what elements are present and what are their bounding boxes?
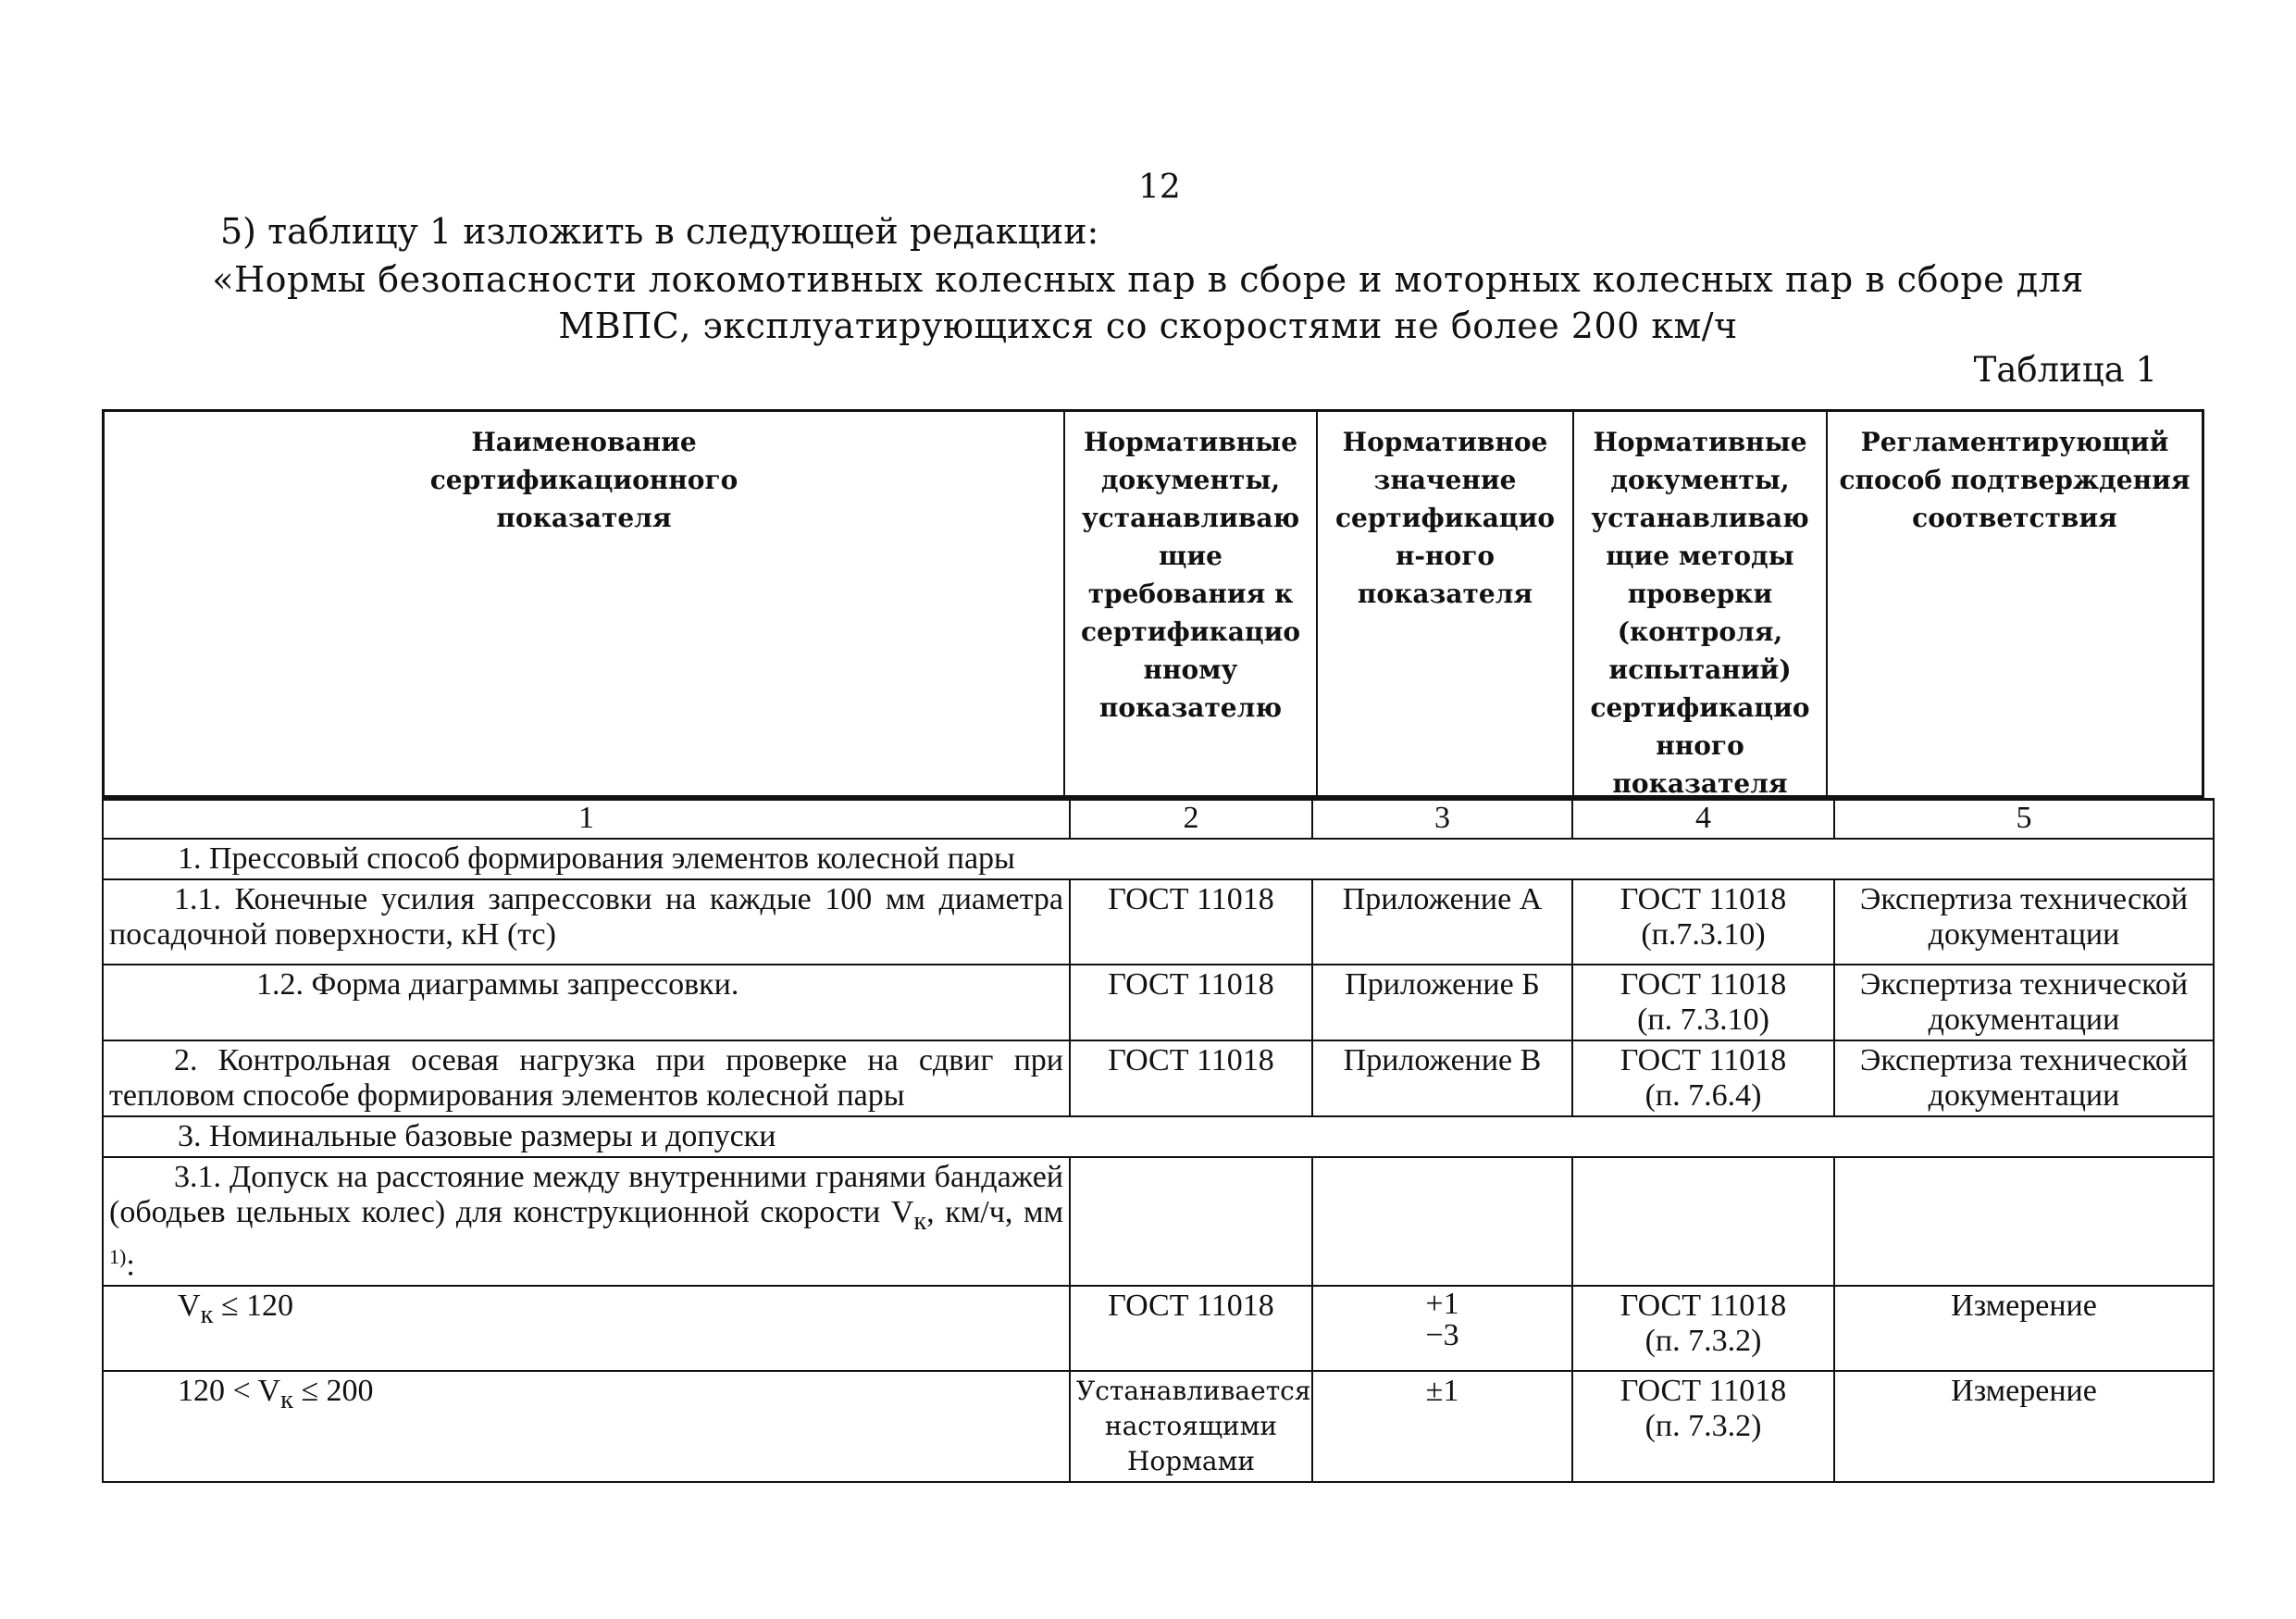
method-line: ГОСТ 11018 — [1620, 1374, 1787, 1409]
speed-subscript: к — [200, 1300, 214, 1329]
header-line: соответствия — [1912, 503, 2117, 533]
header-line: документы, — [1610, 465, 1790, 495]
header-line: сертификацио — [1334, 503, 1556, 533]
header-line: щие методы — [1606, 541, 1794, 571]
header-line: нному — [1143, 654, 1238, 685]
method-line: ГОСТ 11018 — [1620, 1043, 1787, 1077]
test-method — [1572, 1371, 1834, 1482]
empty-cell — [1572, 1157, 1834, 1286]
normative-doc: ГОСТ 11018 — [1070, 1040, 1312, 1116]
indicator-name — [103, 1157, 1070, 1286]
empty-cell — [1834, 1157, 2214, 1286]
colon: : — [126, 1248, 135, 1283]
confirmation-method: Экспертиза технической документации — [1834, 965, 2214, 1040]
norms-table — [102, 798, 2215, 1483]
test-method — [1572, 879, 1834, 965]
header-line: устанавливаю — [1591, 503, 1809, 533]
indicator-name: 2. Контрольная осевая нагрузка при проверке на сдвиг при тепловом способе формирования элементов колесной пары — [103, 1040, 1070, 1116]
speed-range: ≤ 120 — [213, 1289, 293, 1324]
speed-symbol: V — [890, 1195, 914, 1229]
tolerance: ±1 — [1312, 1371, 1572, 1482]
table-title-line-1: «Нормы безопасности локомотивных колесных пар в сборе и моторных колесных пар в сборе для — [212, 259, 2084, 300]
table-row — [103, 1040, 2214, 1116]
header-line: требования к — [1087, 579, 1294, 609]
header-col-docs — [1065, 412, 1318, 795]
header-line: Регламентирующий — [1860, 427, 2169, 457]
header-line: Нормативные — [1083, 427, 1298, 457]
table-row — [103, 879, 2214, 965]
section-row — [103, 1116, 2214, 1157]
method-line: ГОСТ 11018 — [1620, 882, 1787, 916]
indicator-name: 1.2. Форма диаграммы запрессовки. — [103, 965, 1070, 1040]
normative-doc: Устанавливается настоящими Нормами — [1070, 1371, 1312, 1482]
header-line: устанавливаю — [1081, 503, 1300, 533]
speed-symbol: V — [178, 1289, 201, 1324]
method-line: ГОСТ 11018 — [1620, 1289, 1787, 1324]
footnote-ref: 1) — [109, 1244, 127, 1268]
column-number: 5 — [1834, 800, 2214, 840]
header-line: показателя — [1612, 768, 1788, 795]
confirmation-method: Измерение — [1834, 1371, 2214, 1482]
header-line: н-ного — [1395, 541, 1496, 571]
normative-doc: ГОСТ 11018 — [1070, 879, 1312, 965]
header-col-methods — [1574, 412, 1828, 795]
header-line: Нормативное — [1342, 427, 1548, 457]
column-number: 3 — [1312, 800, 1572, 840]
section-title: 3. Номинальные базовые размеры и допуски — [103, 1116, 2214, 1157]
header-line: показателю — [1098, 692, 1283, 723]
method-line: (п. 7.3.2) — [1644, 1409, 1762, 1444]
page-number: 12 — [1138, 168, 1181, 206]
header-line: сертификацио — [1590, 692, 1810, 723]
column-number: 1 — [103, 800, 1070, 840]
header-col-name — [105, 412, 1065, 795]
section-row — [103, 839, 2214, 879]
table-row — [103, 1371, 2214, 1482]
speed-range-prefix: 120 < V — [178, 1374, 281, 1409]
indicator-text: 3.1. Допуск на расстояние между внутренними гранями бандажей (ободьев цельных колес) для конструкционной скорости — [109, 1160, 1063, 1229]
table-row — [103, 965, 2214, 1040]
header-line: значение — [1373, 465, 1517, 495]
method-line: (п.7.3.10) — [1641, 917, 1766, 952]
header-table — [102, 409, 2204, 798]
table-title-line-2: МВПС, эксплуатирующихся со скоростями не более 200 км/ч — [558, 305, 1738, 346]
header-line: документы, — [1100, 465, 1281, 495]
method-line: (п. 7.3.2) — [1644, 1324, 1762, 1359]
method-line: (п. 7.6.4) — [1644, 1078, 1762, 1113]
column-number: 2 — [1070, 800, 1312, 840]
table-label: Таблица 1 — [1973, 350, 2157, 390]
header-line: Наименование — [471, 427, 697, 457]
column-numbers-row — [103, 800, 2214, 840]
method-line: ГОСТ 11018 — [1620, 967, 1787, 1002]
header-line: сертификацио — [1080, 616, 1301, 647]
column-number: 4 — [1572, 800, 1834, 840]
tolerance-plus: +1 — [1425, 1287, 1459, 1322]
table-row — [103, 1157, 2214, 1286]
header-line: показателя — [496, 503, 672, 533]
header-line: нного — [1656, 730, 1744, 761]
normative-value: Приложение Б — [1312, 965, 1572, 1040]
header-col-confirmation — [1828, 412, 2202, 795]
empty-cell — [1312, 1157, 1572, 1286]
speed-range: ≤ 200 — [292, 1374, 374, 1409]
empty-cell — [1070, 1157, 1312, 1286]
header-line: (контроля, — [1617, 616, 1783, 647]
table-row — [103, 1286, 2214, 1371]
tolerance-minus: −3 — [1425, 1318, 1459, 1353]
speed-subscript: к — [913, 1206, 927, 1236]
indicator-name: 1.1. Конечные усилия запрессовки на каждые 100 мм диаметра посадочной поверхности, кН (тс) — [103, 879, 1070, 965]
header-col-value — [1318, 412, 1574, 795]
normative-doc: ГОСТ 11018 — [1070, 965, 1312, 1040]
intro-text: 5) таблицу 1 изложить в следующей редакции: — [220, 211, 1099, 252]
confirmation-method: Измерение — [1834, 1286, 2214, 1371]
header-line: щие — [1159, 541, 1222, 571]
header-line: способ подтверждения — [1839, 465, 2191, 495]
confirmation-method: Экспертиза технической документации — [1834, 879, 2214, 965]
test-method — [1572, 1040, 1834, 1116]
speed-condition — [103, 1371, 1070, 1482]
normative-doc: ГОСТ 11018 — [1070, 1286, 1312, 1371]
header-line: проверки — [1627, 579, 1773, 609]
speed-subscript: к — [280, 1385, 293, 1414]
header-line: Нормативные — [1593, 427, 1807, 457]
section-title: 1. Прессовый способ формирования элементов колесной пары — [103, 839, 2214, 879]
normative-value: Приложение В — [1312, 1040, 1572, 1116]
confirmation-method: Экспертиза технической документации — [1834, 1040, 2214, 1116]
header-line: испытаний) — [1608, 654, 1792, 685]
header-line: показателя — [1357, 579, 1533, 609]
units-text: , км/ч, мм — [926, 1195, 1063, 1229]
tolerance — [1312, 1286, 1572, 1371]
header-line: сертификационного — [429, 465, 738, 495]
method-line: (п. 7.3.10) — [1637, 1003, 1769, 1037]
speed-condition — [103, 1286, 1070, 1371]
normative-value: Приложение А — [1312, 879, 1572, 965]
test-method — [1572, 1286, 1834, 1371]
test-method — [1572, 965, 1834, 1040]
